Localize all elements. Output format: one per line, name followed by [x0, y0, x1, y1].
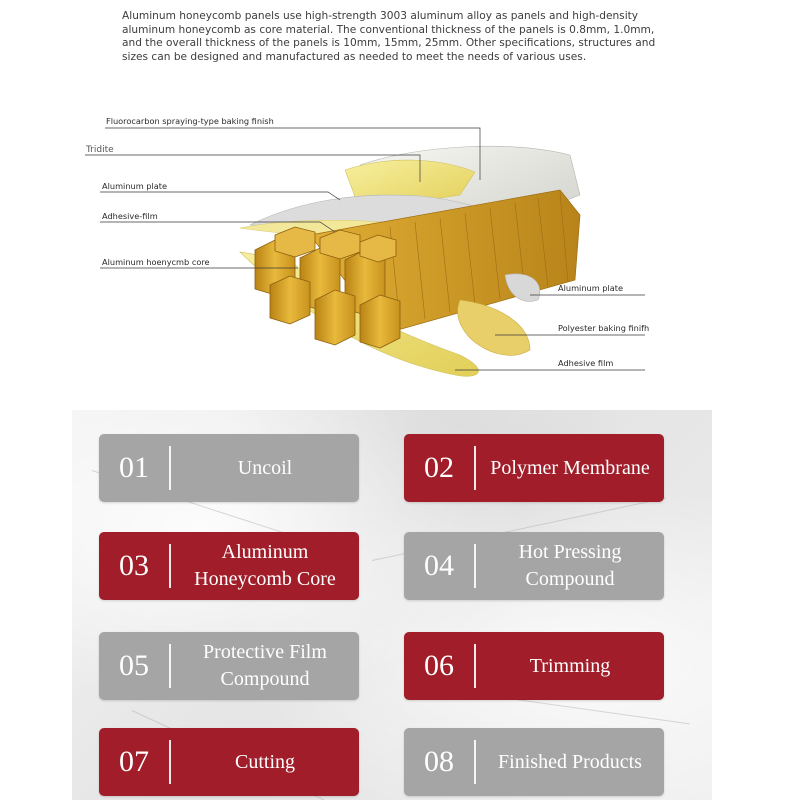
step-number: 05	[119, 649, 149, 682]
honeycomb-core	[255, 227, 400, 348]
production-steps-panel	[72, 410, 712, 800]
polyester-layer	[458, 300, 530, 355]
step-02	[404, 434, 664, 502]
step-03	[99, 532, 359, 600]
step-number: 01	[119, 451, 149, 484]
label-adhesive-film-top: Adhesive-film	[102, 211, 158, 221]
step-label: Aluminum Honeycomb Core	[194, 541, 336, 590]
step-label: Trimming	[529, 654, 611, 677]
step-number: 06	[424, 649, 454, 682]
intro-paragraph: Aluminum honeycomb panels use high-strength 3003 aluminum alloy as panels and high-density aluminum honeycomb as core material. The conventional thickness of the panels is 0.8mm, 1.0mm, and the overall thickness of the panels is 10mm, 15mm, 25mm. Other specifications, structures and sizes can be designed and manufactured as needed to meet the needs of various uses.	[122, 10, 656, 63]
step-label: Polymer Membrane	[490, 456, 650, 479]
label-finish: Fluorocarbon spraying-type baking finish	[106, 116, 274, 126]
label-adhesive-film-bottom: Adhesive film	[558, 358, 614, 368]
step-label: Cutting	[234, 750, 295, 773]
step-number: 02	[424, 451, 454, 484]
step-number: 03	[119, 549, 149, 582]
step-05	[99, 632, 359, 700]
step-01	[99, 434, 359, 502]
step-label: Finished Products	[498, 750, 642, 773]
label-aluminum-plate-top: Aluminum plate	[102, 181, 168, 191]
label-tridite: Tridite	[86, 145, 114, 155]
step-label: Protective Film Compound	[203, 641, 327, 690]
honeycomb-panel-illustration	[60, 100, 740, 390]
panel-structure-diagram	[60, 100, 740, 390]
step-label: Hot Pressing Compound	[518, 541, 622, 590]
step-label: Uncoil	[237, 456, 293, 479]
step-number: 07	[119, 745, 149, 778]
step-04	[404, 532, 664, 600]
label-aluminum-plate-bottom: Aluminum plate	[558, 283, 624, 293]
step-08	[404, 728, 664, 796]
step-number: 04	[424, 549, 454, 582]
label-polyester: Polyester baking finifh	[558, 323, 650, 333]
label-core: Aluminum hoenycmb core	[102, 257, 210, 267]
step-07	[99, 728, 359, 796]
step-number: 08	[424, 745, 454, 778]
step-06	[404, 632, 664, 700]
